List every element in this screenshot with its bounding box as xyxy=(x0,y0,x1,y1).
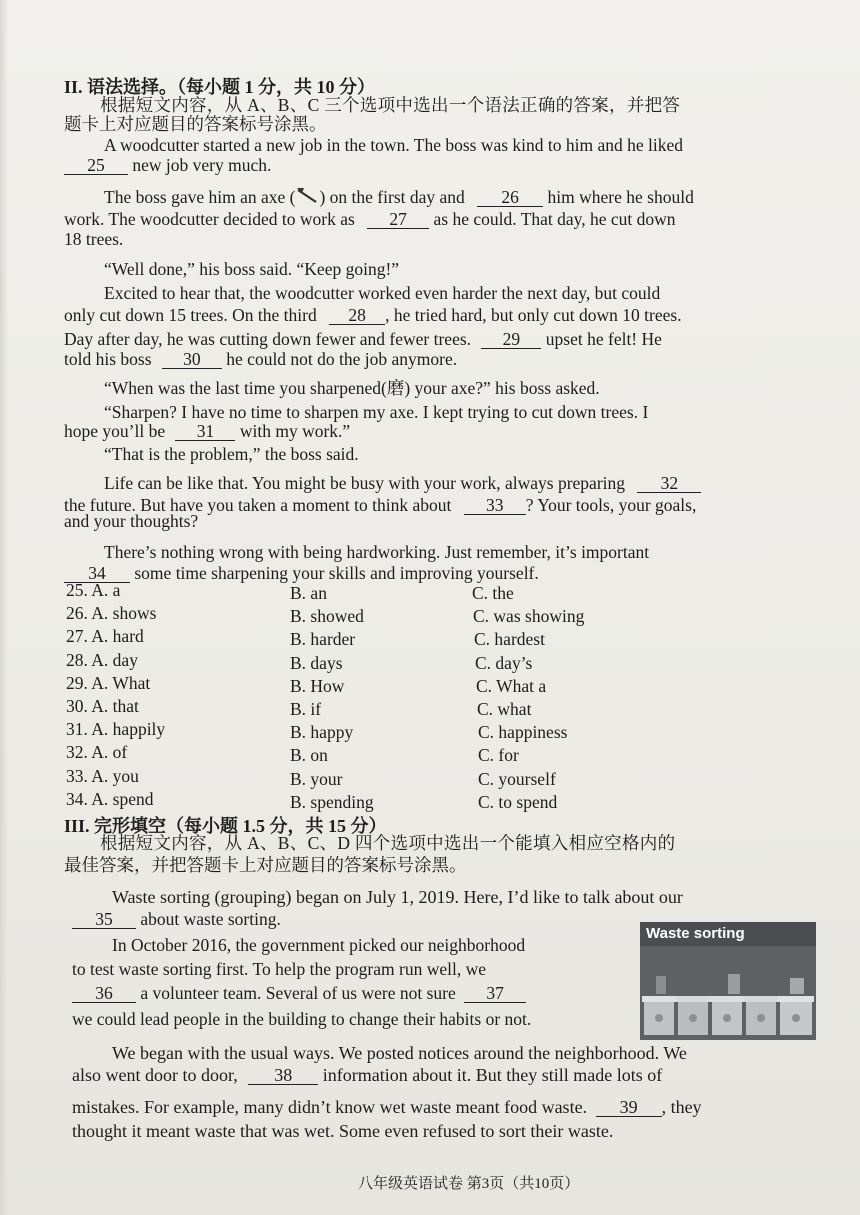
option-b[interactable]: B. an xyxy=(290,583,327,603)
option-b[interactable]: B. How xyxy=(290,676,345,696)
blank-30[interactable]: 30 xyxy=(162,350,222,369)
option-a[interactable]: 30. A. that xyxy=(66,696,139,716)
passage-line: In October 2016, the government picked our neighborhood xyxy=(112,935,526,955)
passage-line: thought it meant waste that was wet. Some even refused to sort their waste. xyxy=(72,1121,614,1141)
option-c[interactable]: C. for xyxy=(478,745,519,765)
passage-line: and your thoughts? xyxy=(64,511,199,531)
section-3-instruction-line-2: 最佳答案，并把答题卡上对应题目的答案标号涂黑。 xyxy=(64,855,467,875)
section-2-instruction-line-2: 题卡上对应题目的答案标号涂黑。 xyxy=(64,114,327,134)
passage-line: The boss gave him an axe ( ) on the first day and 26 him where he should xyxy=(104,187,694,207)
option-c[interactable]: C. yourself xyxy=(478,769,556,789)
option-a[interactable]: 31. A. happily xyxy=(66,719,166,739)
axe-icon xyxy=(295,187,319,205)
passage-line: to test waste sorting first. To help the program run well, we xyxy=(72,959,486,979)
passage-line: 25 new job very much. xyxy=(64,154,271,176)
section-2-instruction-line-1: 根据短文内容，从 A、B、C 三个选项中选出一个语法正确的答案，并把答 xyxy=(100,95,681,115)
option-a[interactable]: 34. A. spend xyxy=(66,789,154,809)
option-a[interactable]: 25. A. a xyxy=(66,580,121,600)
option-b[interactable]: B. if xyxy=(290,699,322,719)
blank-31[interactable]: 31 xyxy=(175,422,235,441)
passage-line: told his boss 30 he could not do the job anymore. xyxy=(64,349,458,369)
waste-bins-icon xyxy=(640,946,816,1040)
blank-25[interactable]: 25 xyxy=(64,156,128,175)
option-a[interactable]: 26. A. shows xyxy=(66,603,157,623)
option-a[interactable]: 29. A. What xyxy=(66,673,151,693)
option-a[interactable]: 33. A. you xyxy=(66,766,139,786)
passage-line: Excited to hear that, the woodcutter worked even harder the next day, but could xyxy=(104,283,661,303)
blank-27[interactable]: 27 xyxy=(367,210,429,229)
option-c[interactable]: C. happiness xyxy=(478,722,568,742)
passage-line: “Sharpen? I have no time to sharpen my axe. I kept trying to cut down trees. I xyxy=(104,402,649,422)
passage-line: Life can be like that. You might be busy with your work, always preparing 32 xyxy=(104,472,701,494)
option-b[interactable]: B. on xyxy=(290,745,328,765)
section-3-title: III. 完形填空（每小题 1.5 分，共 15 分） xyxy=(64,816,387,836)
figure-caption: Waste sorting xyxy=(640,922,816,946)
option-b[interactable]: B. spending xyxy=(290,792,374,812)
option-b[interactable]: B. happy xyxy=(290,722,354,742)
passage-line: the future. But have you taken a moment to think about 33 ? Your tools, your goals, xyxy=(64,495,697,515)
section-3-instruction-line-1: 根据短文内容，从 A、B、C、D 四个选项中选出一个能填入相应空格内的 xyxy=(100,833,676,853)
option-c[interactable]: C. the xyxy=(472,583,514,603)
option-b[interactable]: B. showed xyxy=(290,606,364,626)
passage-line: 35 about waste sorting. xyxy=(72,908,281,930)
passage-line: A woodcutter started a new job in the town. The boss was kind to him and he liked xyxy=(104,135,684,155)
option-a[interactable]: 32. A. of xyxy=(66,742,128,762)
passage-line: Day after day, he was cutting down fewer and fewer trees. 29 upset he felt! He xyxy=(64,329,662,349)
blank-38[interactable]: 38 xyxy=(248,1066,318,1085)
blank-34[interactable]: 34 xyxy=(64,564,130,583)
passage-line: There’s nothing wrong with being hardworking. Just remember, it’s important xyxy=(104,542,650,562)
option-c[interactable]: C. day’s xyxy=(475,653,533,673)
blank-33[interactable]: 33 xyxy=(464,496,526,515)
passage-line: only cut down 15 trees. On the third 28 , he tried hard, but only cut down 10 trees. xyxy=(64,305,682,325)
option-c[interactable]: C. was showing xyxy=(473,606,585,626)
passage-line: “When was the last time you sharpened(磨) your axe?” his boss asked. xyxy=(104,378,600,398)
passage-line: 18 trees. xyxy=(64,229,124,249)
option-b[interactable]: B. days xyxy=(290,653,343,673)
section-2-title: II. 语法选择。（每小题 1 分，共 10 分） xyxy=(64,77,376,97)
option-c[interactable]: C. to spend xyxy=(478,792,558,812)
blank-32[interactable]: 32 xyxy=(637,474,701,493)
blank-35[interactable]: 35 xyxy=(72,910,136,929)
blank-36[interactable]: 36 xyxy=(72,984,136,1003)
passage-line: we could lead people in the building to change their habits or not. xyxy=(72,1009,532,1029)
option-a[interactable]: 27. A. hard xyxy=(66,626,144,646)
waste-sorting-figure xyxy=(640,922,816,1040)
blank-29[interactable]: 29 xyxy=(481,330,541,349)
passage-line: “Well done,” his boss said. “Keep going!” xyxy=(104,259,400,279)
passage-line: 34 some time sharpening your skills and improving yourself. xyxy=(64,562,539,584)
blank-28[interactable]: 28 xyxy=(329,306,385,325)
passage-line: mistakes. For example, many didn’t know wet waste meant food waste. 39 , they xyxy=(72,1097,702,1117)
passage-line: “That is the problem,” the boss said. xyxy=(104,444,359,464)
passage-line: work. The woodcutter decided to work as 27 as he could. That day, he cut down xyxy=(64,209,676,229)
passage-line: Waste sorting (grouping) began on July 1, 2019. Here, I’d like to talk about our xyxy=(112,887,683,907)
page-edge-shadow xyxy=(0,0,8,1215)
option-b[interactable]: B. your xyxy=(290,769,343,789)
passage-line: hope you’ll be 31 with my work.” xyxy=(64,421,351,441)
option-c[interactable]: C. What a xyxy=(476,676,547,696)
blank-26[interactable]: 26 xyxy=(477,188,543,207)
passage-line: also went door to door, 38 information about it. But they still made lots of xyxy=(72,1065,663,1085)
blank-39[interactable]: 39 xyxy=(596,1098,662,1117)
passage-line: 36 a volunteer team. Several of us were not sure 37 xyxy=(72,982,526,1004)
page-footer: 八年级英语试卷 第3页（共10页） xyxy=(358,1176,580,1192)
blank-37[interactable]: 37 xyxy=(464,984,526,1003)
passage-line: We began with the usual ways. We posted notices around the neighborhood. We xyxy=(112,1043,687,1063)
option-a[interactable]: 28. A. day xyxy=(66,650,138,670)
option-c[interactable]: C. what xyxy=(477,699,532,719)
option-b[interactable]: B. harder xyxy=(290,629,356,649)
option-c[interactable]: C. hardest xyxy=(474,629,545,649)
